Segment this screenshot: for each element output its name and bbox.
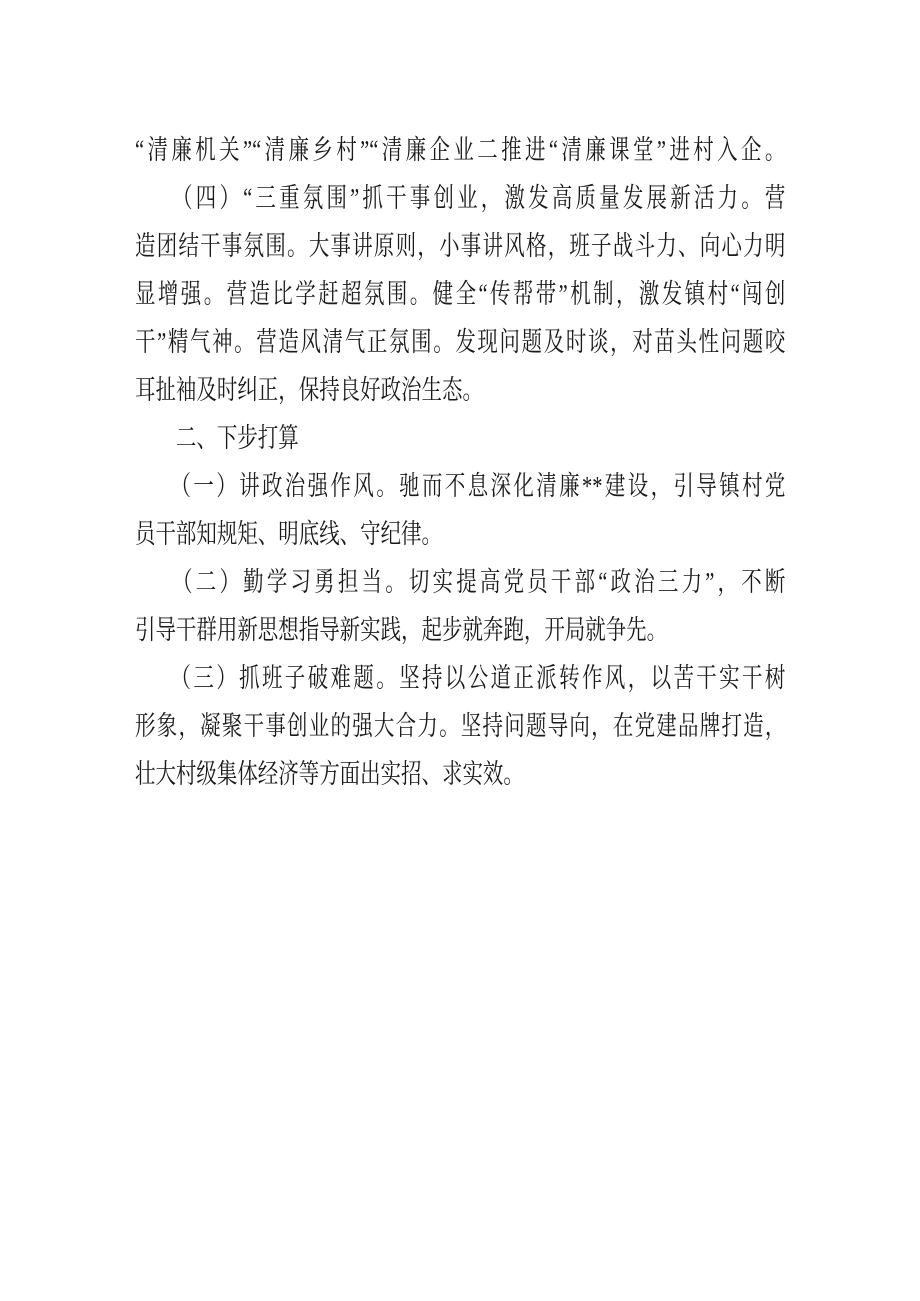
text-line: （三）抓班子破难题。坚持以公道正派转作风，以苦干实干树 [135,663,786,693]
text-line: 引导干群用新思想指导新实践，起步就奔跑，开局就争先。 [135,615,668,645]
text-line: 耳扯袖及时纠正，保持良好政治生态。 [135,375,483,405]
text-line: （二）勤学习勇担当。切实提高党员干部“政治三力”，不断 [135,567,786,597]
text-line: 形象，凝聚干事创业的强大合力。坚持问题导向，在党建品牌打造， [135,711,786,741]
section-heading: 二、下步打算 [135,423,299,453]
text-line: 造团结干事氛围。大事讲原则，小事讲风格，班子战斗力、向心力明 [135,231,786,261]
text-line: 员干部知规矩、明底线、守纪律。 [135,519,442,549]
text-line: 壮大村级集体经济等方面出实招、求实效。 [135,759,524,789]
text-line: 干”精气神。营造风清气正氛围。发现问题及时谈，对苗头性问题咬 [135,327,786,357]
text-line: 显增强。营造比学赶超氛围。健全“传帮带”机制，激发镇村“闯创 [135,279,786,309]
text-line: “清廉机关”“清廉乡村”“清廉企业二推进“清廉课堂”进村入企。 [135,135,786,165]
text-line: （一）讲政治强作风。驰而不息深化清廉**建设，引导镇村党 [135,471,786,501]
text-line: （四）“三重氛围”抓干事创业，激发高质量发展新活力。营 [135,183,786,213]
document-text-block [135,126,795,798]
